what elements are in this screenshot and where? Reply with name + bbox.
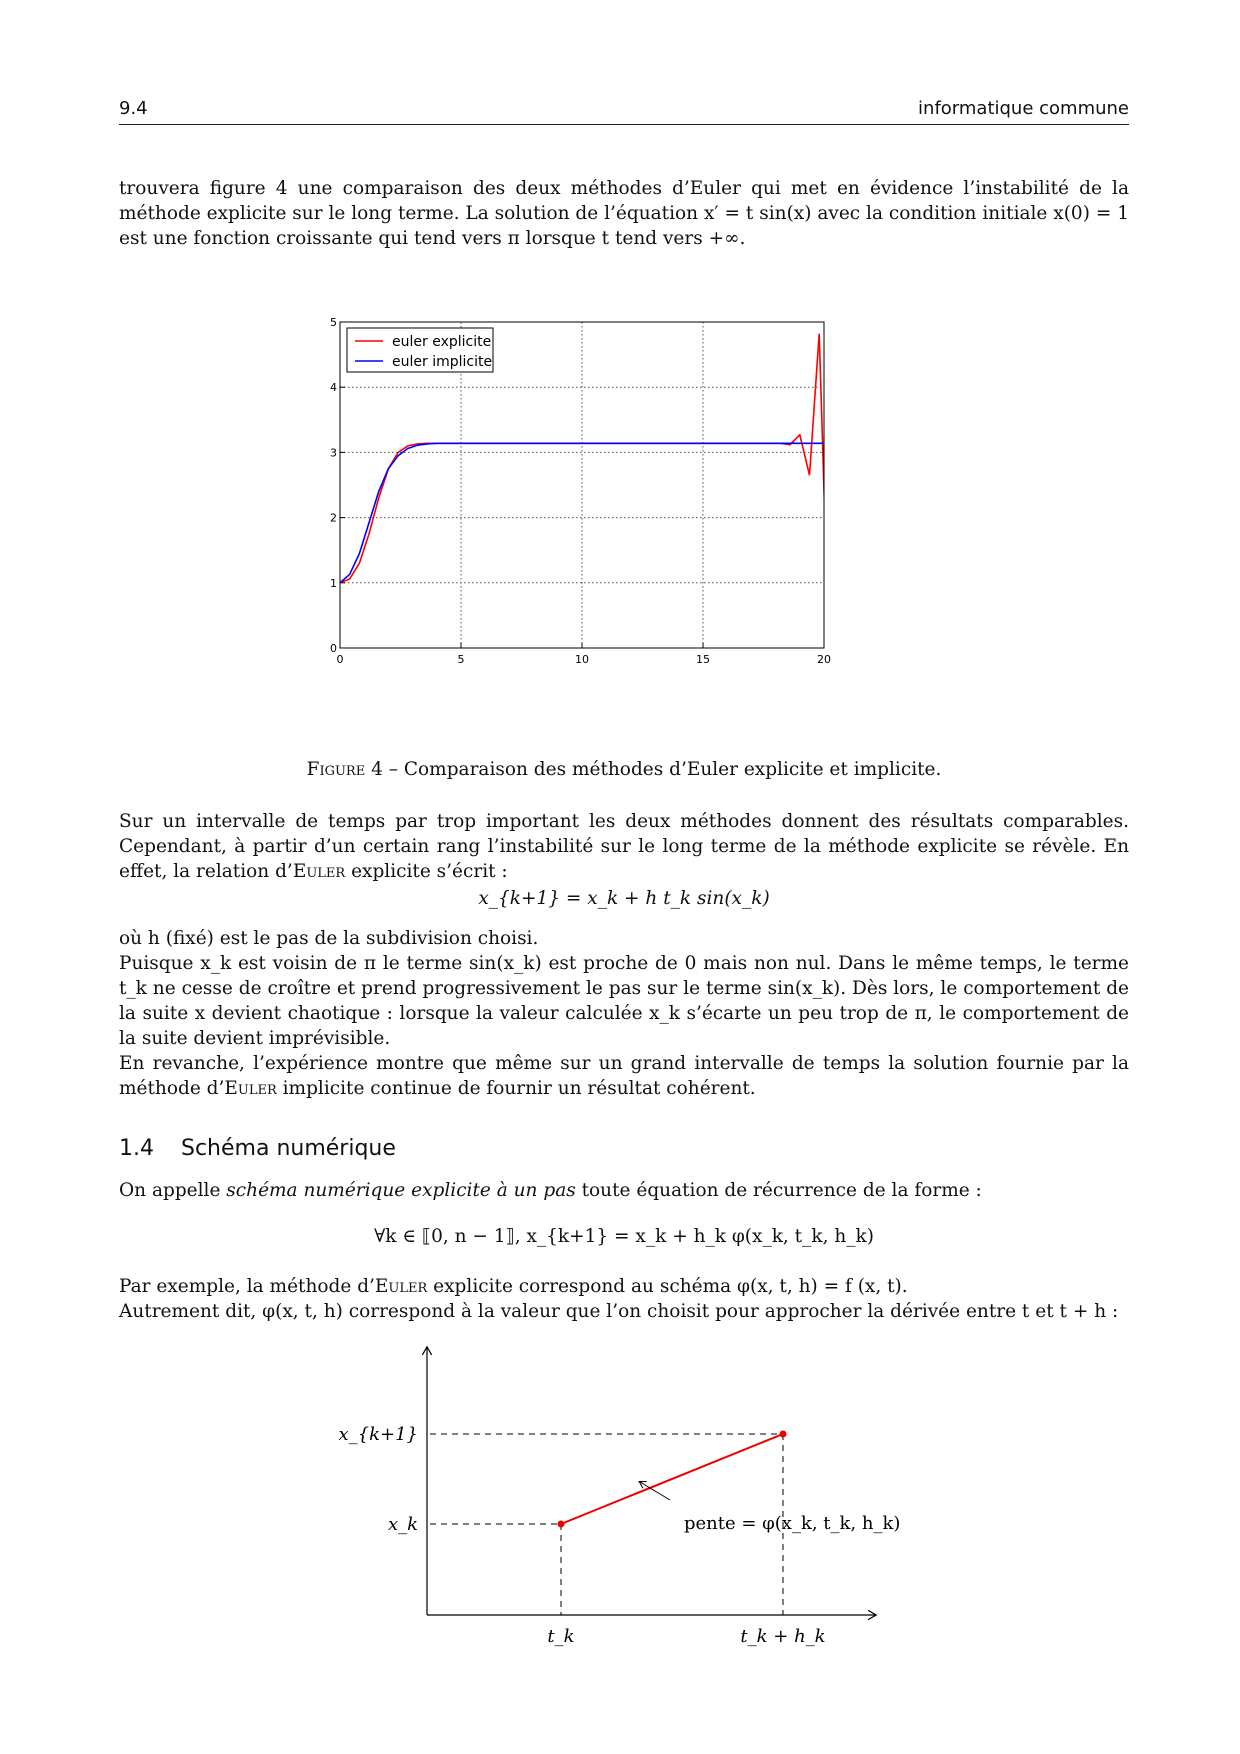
x-tick-label: 0 (336, 653, 344, 666)
p7-text: Autrement dit, φ(x, t, h) correspond à la valeur que l’on choisit pour approcher la dérivée entre t et t + h : (119, 1301, 1119, 1322)
euler-comparison-chart (310, 315, 950, 715)
slope-diagram (338, 1340, 901, 1660)
figure-label: Figure 4 (306, 759, 383, 780)
x-tick-label: 15 (696, 653, 710, 666)
x-tick-label: 10 (575, 653, 589, 666)
series-line-explicit (340, 334, 839, 646)
p4-end: implicite continue de fournir un résultat cohérent. (276, 1078, 756, 1099)
section-title: Schéma numérique (181, 1136, 396, 1161)
p5-end: toute équation de récurrence de la forme : (575, 1180, 982, 1201)
p6-end: explicite correspond au schéma φ(x, t, h) = f (x, t). (427, 1276, 908, 1297)
y-tick-label: 3 (330, 446, 337, 460)
equation-2: ∀k ∈ ⟦0, n − 1⟧, x_{k+1} = x_k + h_k φ(x_k, t_k, h_k) (374, 1226, 874, 1247)
slope-segment (561, 1434, 783, 1524)
series-line-implicit (340, 443, 824, 583)
p5-start: On appelle (119, 1180, 227, 1201)
p1-start: Sur un intervalle de temps par trop important les deux méthodes donnent des résultats comparables. Cependant, à partir d’un certain rang l’instabilité sur le long terme de la méthode explicite se révèle. En effet, la relation d’ (119, 811, 1129, 882)
y-tick-label: 1 (330, 576, 337, 590)
legend-label: euler implicite (392, 354, 493, 370)
figure-caption (119, 759, 1129, 780)
point-start (558, 1521, 565, 1528)
y-tick-label: 0 (330, 642, 337, 655)
body-paragraph-2 (119, 926, 1129, 1101)
caption-text: – Comparaison des méthodes d’Euler explicite et implicite. (382, 759, 942, 780)
p2-text: où h (fixé) est le pas de la subdivision choisi. (119, 928, 539, 949)
p3-text: Puisque x_k est voisin de π le terme sin(x_k) est proche de 0 mais non nul. Dans le même temps, le terme t_k ne cesse de croître et prend progressivement le pas sur le terme sin(x_k). Dès lors, le comportement de la suite x devient chaotique : lorsque la valeur calculée x_k s’écarte un peu trop de π, le comportement de la suite devient imprévisible. (119, 953, 1129, 1049)
p6-start: Par exemple, la méthode d’ (119, 1276, 375, 1297)
y-tick-label: 2 (330, 511, 337, 525)
intro-text: trouvera figure 4 une comparaison des deux méthodes d’Euler qui met en évidence l’instabilité de la méthode explicite sur le long terme. La solution de l’équation x′ = t sin(x) avec la condition initiale x(0) = 1 est une fonction croissante qui tend vers π lorsque t tend vers +∞. (119, 178, 1129, 249)
y-tick-label: 5 (330, 316, 337, 329)
section-paragraph-1 (119, 1178, 1129, 1203)
label-tkhk: t_k + h_k (740, 1626, 826, 1647)
equation-euler-explicit (119, 888, 1129, 909)
euler-name-2: Euler (224, 1078, 277, 1099)
section-paragraph-2 (119, 1274, 1129, 1324)
page-number: 9.4 (119, 98, 148, 119)
intro-paragraph (119, 176, 1129, 251)
slope-label: pente = φ(x_k, t_k, h_k) (684, 1513, 901, 1534)
label-xk: x_k (387, 1514, 418, 1535)
x-tick-label: 5 (457, 653, 465, 666)
section-number: 1.4 (119, 1136, 154, 1161)
label-tk: t_k (547, 1626, 575, 1647)
equation-scheme (119, 1226, 1129, 1247)
y-tick-label: 4 (330, 381, 337, 395)
equation-1: x_{k+1} = x_k + h t_k sin(x_k) (478, 888, 770, 909)
point-end (780, 1431, 787, 1438)
p5-emphasis: schéma numérique explicite à un pas (226, 1180, 576, 1201)
body-paragraph-1 (119, 809, 1129, 884)
legend-label: euler explicite (392, 334, 492, 350)
euler-name: Euler (292, 861, 346, 882)
running-title: informatique commune (918, 98, 1129, 119)
page-header (119, 98, 1129, 125)
euler-name-3: Euler (374, 1276, 428, 1297)
x-tick-label: 20 (817, 653, 831, 666)
p4-start: En revanche, l’expérience montre que même sur un grand intervalle de temps la solution fournie par la méthode d’ (119, 1053, 1129, 1099)
section-heading (119, 1136, 396, 1161)
p1-end: explicite s’écrit : (345, 861, 508, 882)
label-xk1: x_{k+1} (338, 1424, 418, 1445)
